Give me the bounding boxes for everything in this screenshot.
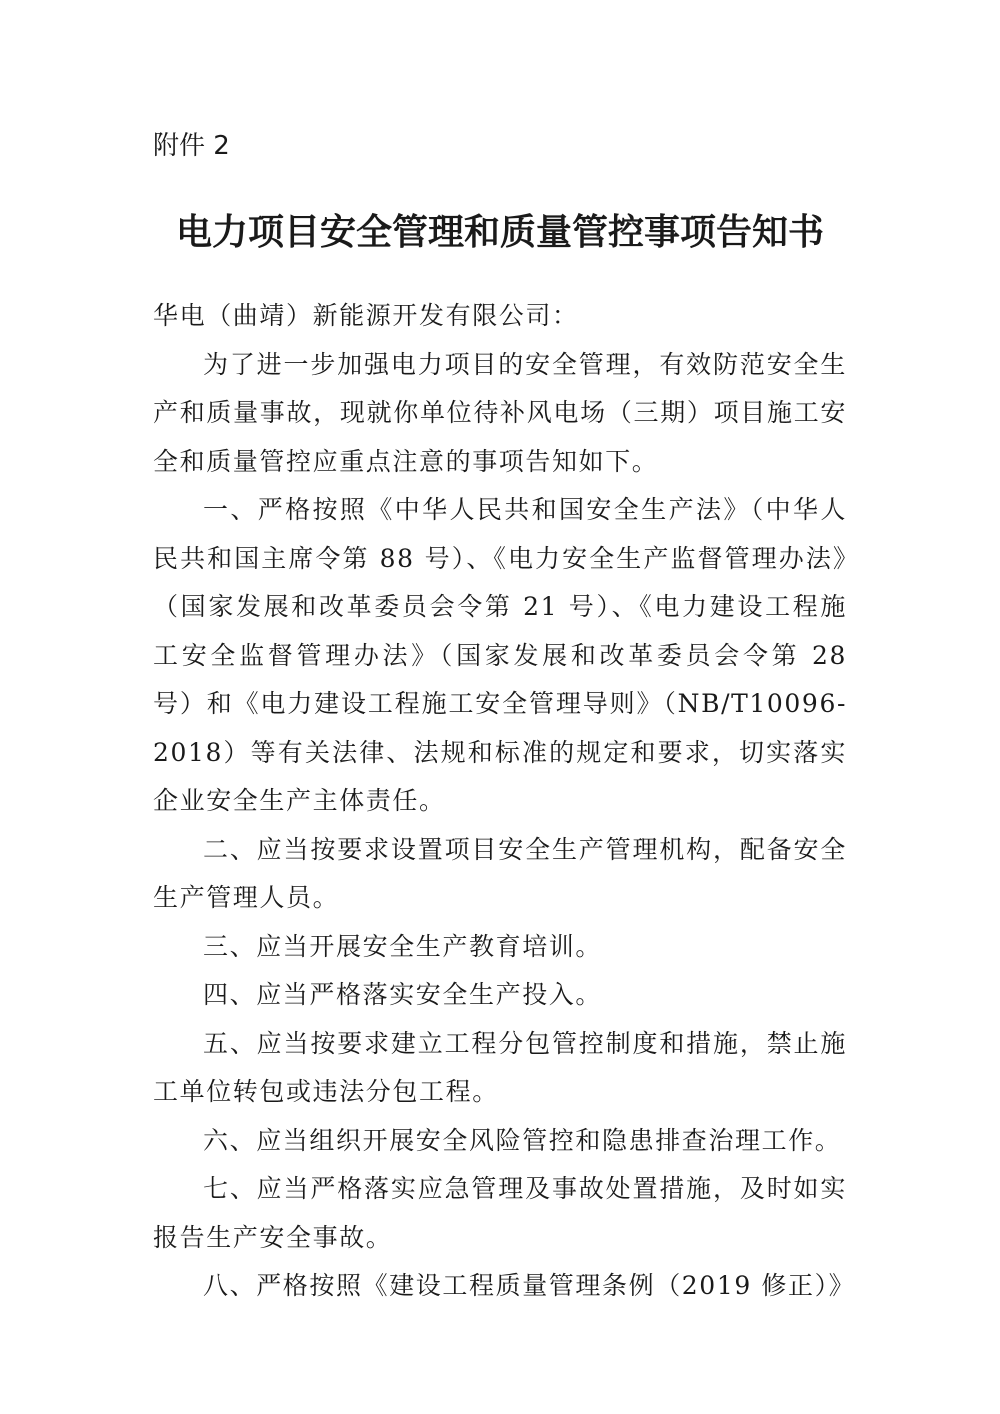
intro-paragraph: 为了进一步加强电力项目的安全管理，有效防范安全生产和质量事故，现就你单位待补风电场（三期）项目施工安全和质量管控应重点注意的事项告知如下。 [153,349,847,476]
document-body [153,292,856,1311]
item-2-paragraph: 二、应当按要求设置项目安全生产管理机构，配备安全生产管理人员。 [153,834,847,912]
item-4-paragraph: 四、应当严格落实安全生产投入。 [203,980,603,1009]
item-1-paragraph: 一、严格按照《中华人民共和国安全生产法》（中华人民共和国主席令第 88 号）、《电力安全生产监督管理办法》（国家发展和改革委员会令第 21 号）、《电力建设工程施工安全监督管理办法》（国家发展和改革委员会令第 28 号）和《电力建设工程施工安全管理导则》（NB/T10096-2018）等有关法律、法规和标准的规定和要求，切实落实企业安全生产主体责任。 [153,495,847,815]
item-6-paragraph: 六、应当组织开展安全风险管控和隐患排查治理工作。 [203,1125,842,1155]
recipient-line: 华电（曲靖）新能源开发有限公司： [153,301,579,330]
attachment-label: 附件 2 [153,131,230,161]
item-8-paragraph: 八、严格按照《建设工程质量管理条例（2019 修正）》 [203,1271,856,1300]
item-3-paragraph: 三、应当开展安全生产教育培训。 [203,931,603,961]
item-5-paragraph: 五、应当按要求建立工程分包管控制度和措施，禁止施工单位转包或违法分包工程。 [153,1028,847,1106]
document-title: 电力项目安全管理和质量管控事项告知书 [175,212,824,253]
item-7-paragraph: 七、应当严格落实应急管理及事故处置措施，及时如实报告生产安全事故。 [153,1174,847,1252]
